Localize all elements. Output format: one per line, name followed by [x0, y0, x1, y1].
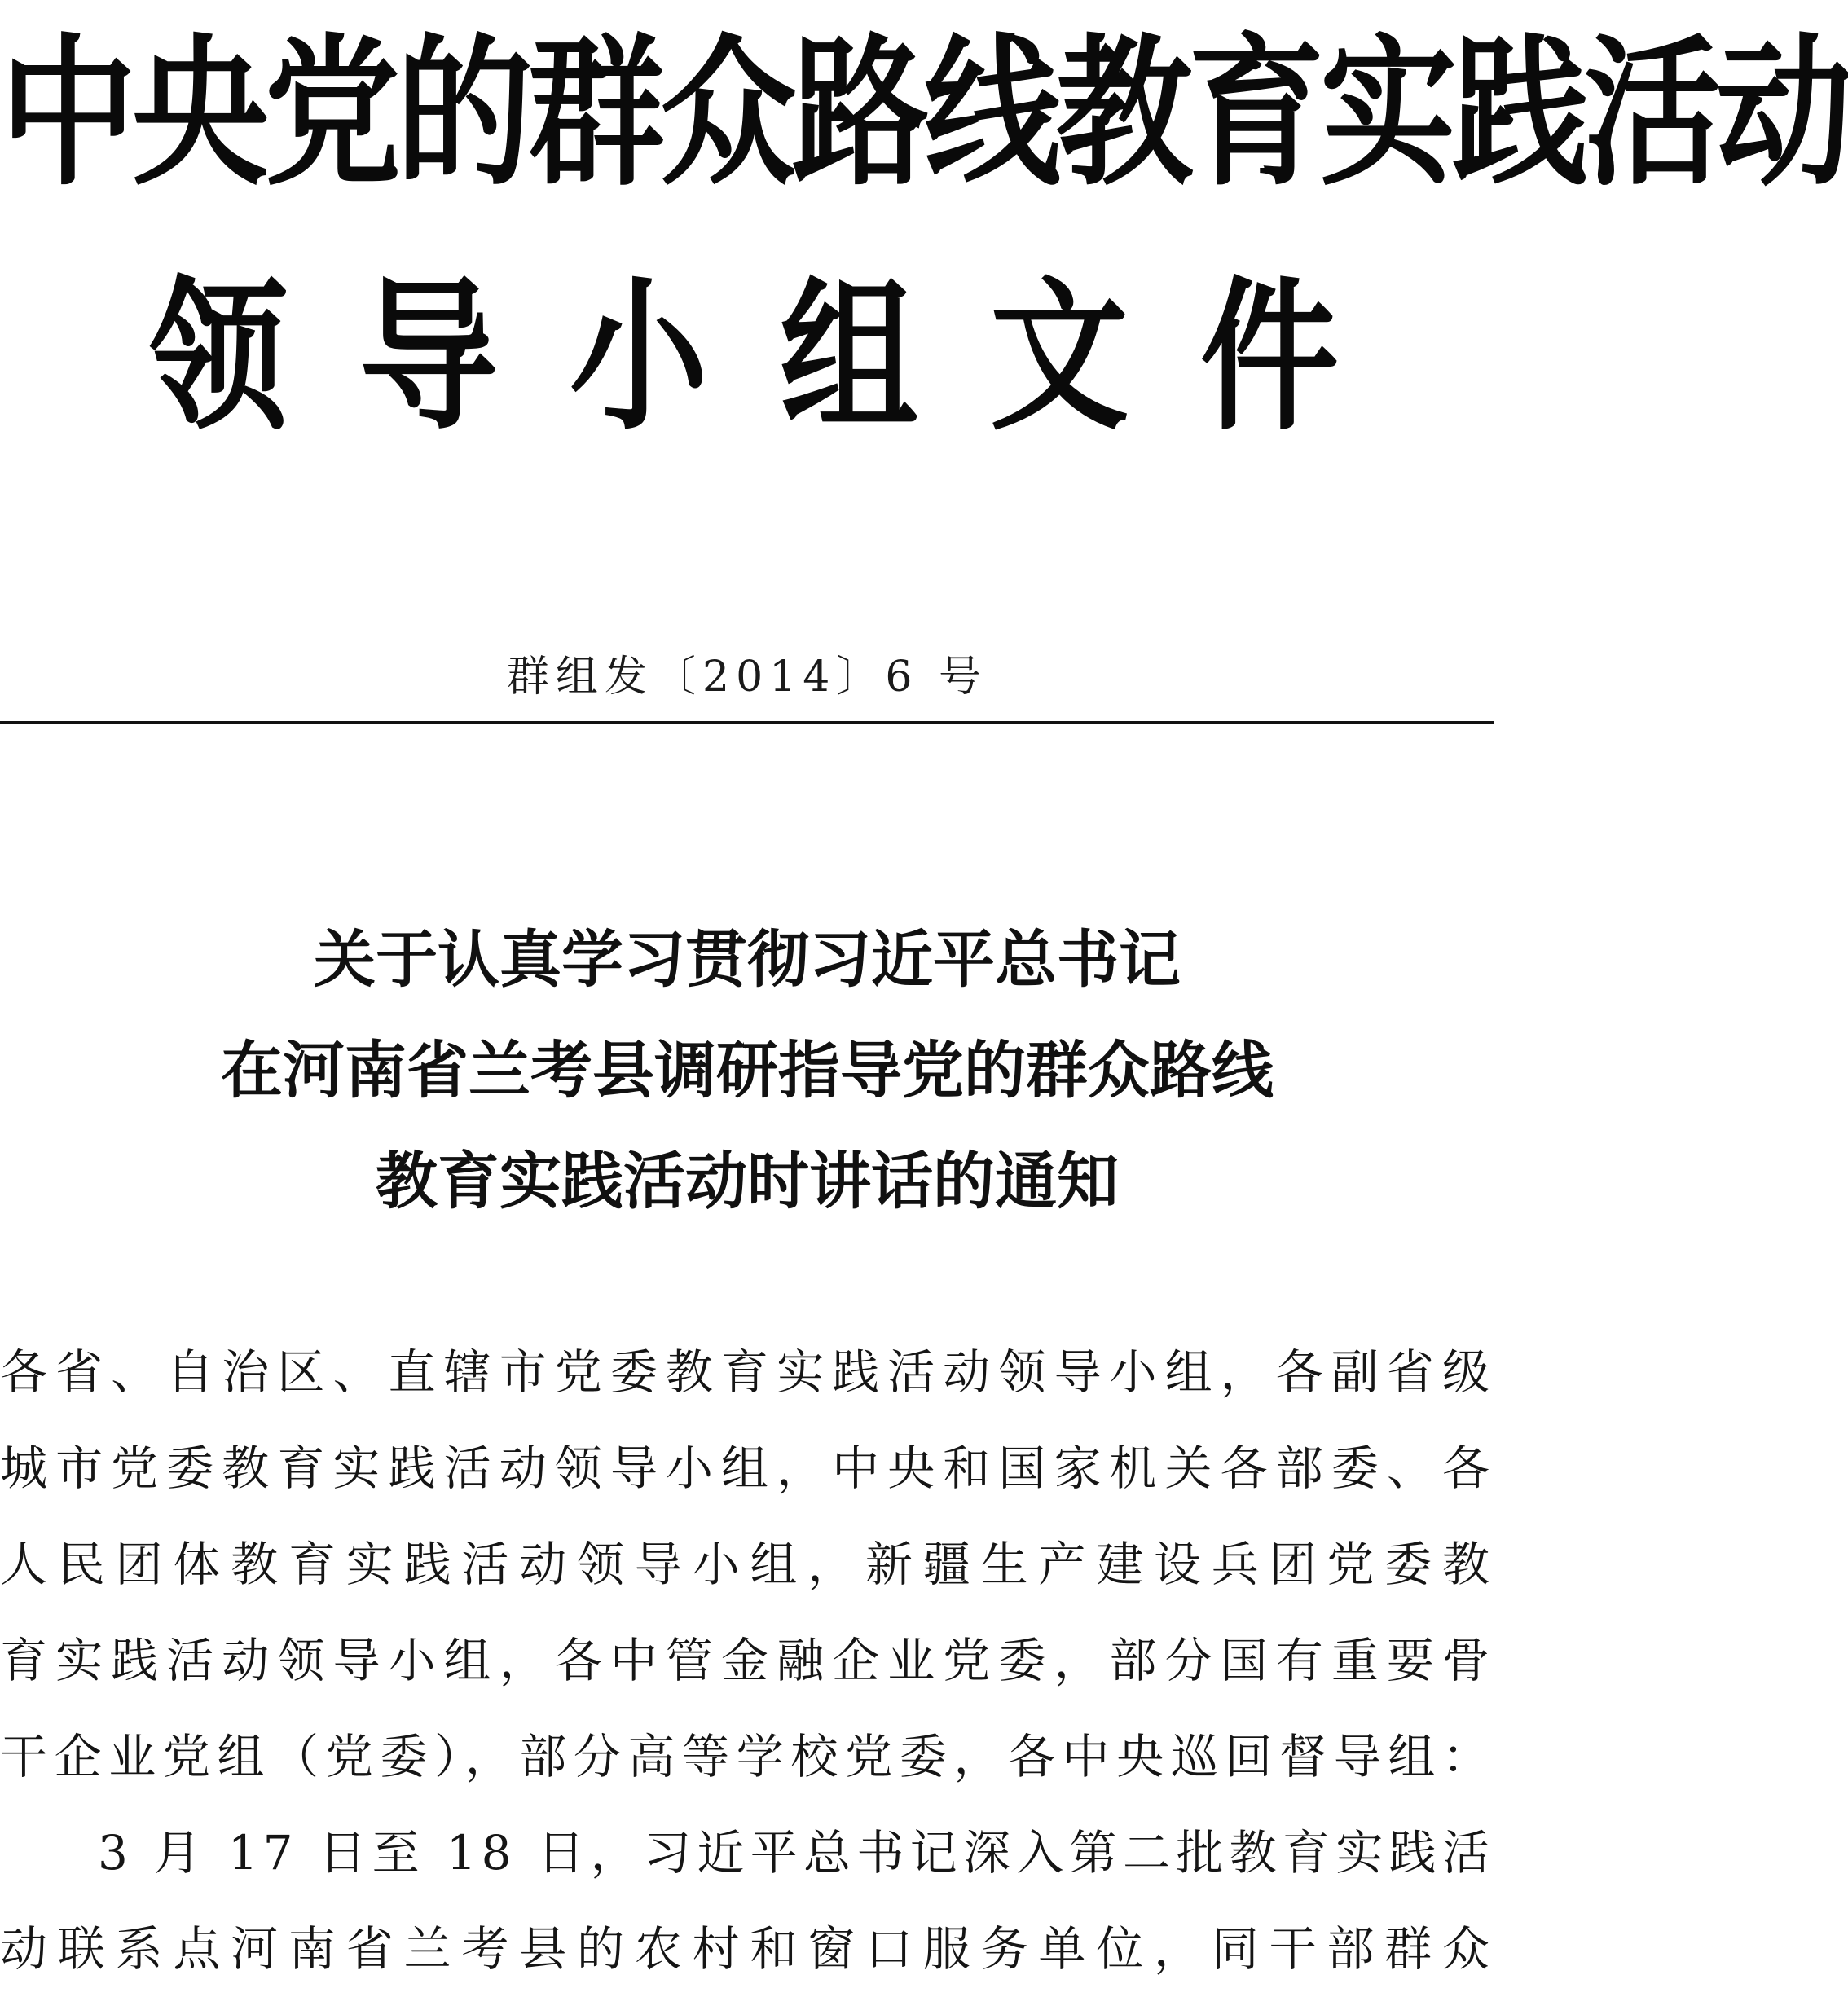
title-line-1: 关于认真学习贯彻习近平总书记: [314, 923, 1181, 996]
document-title: [0, 904, 1494, 1237]
header-divider: [0, 721, 1494, 724]
issuer-name-line1: 中央党的群众路线教育实践活动: [0, 17, 1848, 208]
body-line-2: 城市党委教育实践活动领导小组，中央和国家机关各部委、各: [0, 1441, 1494, 1496]
body-line-6: 3 月 17 日至 18 日，习近平总书记深入第二批教育实践活: [98, 1825, 1494, 1880]
body-line-3: 人民团体教育实践活动领导小组，新疆生产建设兵团党委教: [0, 1537, 1494, 1592]
document-number: 群组发〔2014〕6 号: [507, 653, 988, 702]
body-line-5: 干企业党组（党委），部分高等学校党委，各中央巡回督导组：: [0, 1729, 1494, 1784]
document-body: [0, 1324, 1494, 1997]
body-line-4: 育实践活动领导小组，各中管金融企业党委，部分国有重要骨: [0, 1633, 1494, 1688]
title-line-3: 教育实践活动时讲话的通知: [376, 1145, 1119, 1217]
title-line-2: 在河南省兰考县调研指导党的群众路线: [221, 1034, 1274, 1106]
body-line-7: 动联系点河南省兰考县的农村和窗口服务单位，同干部群众: [0, 1921, 1494, 1977]
body-line-1: 各省、自治区、直辖市党委教育实践活动领导小组，各副省级: [0, 1344, 1494, 1400]
issuer-name-line2: 领导小组文件: [148, 261, 1410, 453]
